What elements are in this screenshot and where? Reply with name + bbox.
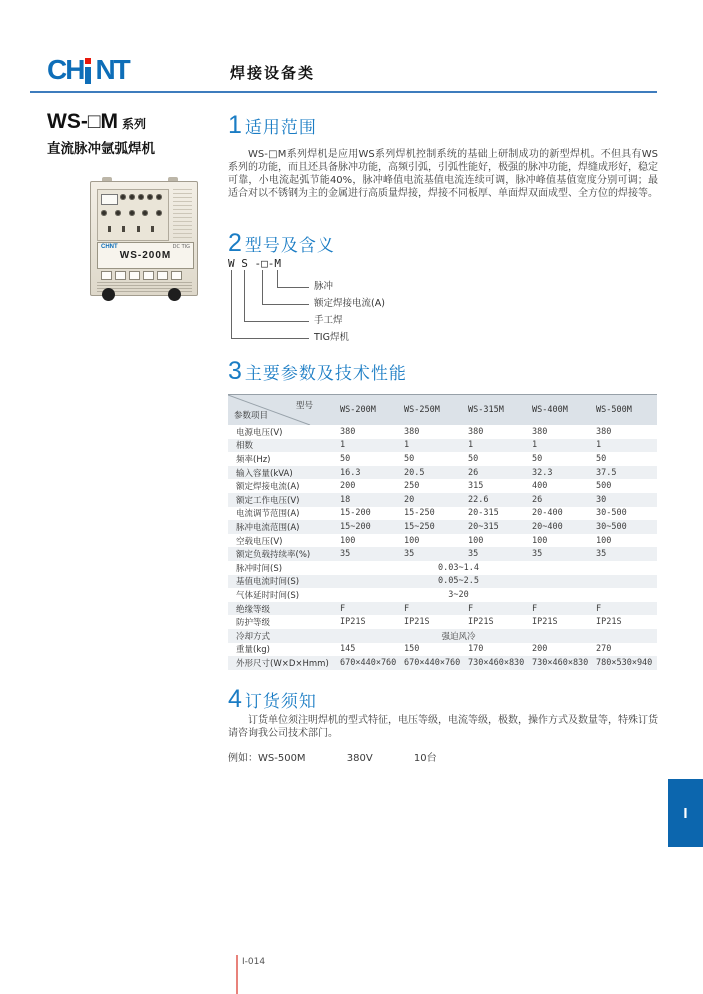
section-title: 主要参数及技术性能: [244, 364, 407, 384]
param-label-cell: 绝缘等级: [236, 604, 271, 615]
param-value-cell: 1: [340, 440, 346, 451]
param-value-cell: 200: [532, 644, 548, 655]
param-label-cell: 外形尺寸(W×D×Hmm): [236, 658, 329, 669]
example-voltage: 380V: [346, 753, 373, 764]
table-row: [228, 602, 657, 616]
param-value-cell: 250: [404, 481, 420, 492]
section-title: 型号及含义: [244, 236, 335, 256]
param-value-cell: 32.3: [532, 467, 553, 478]
param-value-cell: 500: [596, 481, 612, 492]
param-span-cell: 强迫风冷: [441, 631, 476, 642]
param-value-cell: 15~200: [340, 521, 371, 532]
knob-icon: [142, 210, 148, 216]
knob-icon: [156, 210, 162, 216]
param-value-cell: 50: [596, 453, 607, 464]
params-table: [228, 394, 657, 670]
table-row: [228, 534, 657, 548]
column-header: WS-315M: [465, 395, 529, 426]
table-row: [228, 615, 657, 629]
param-value-cell: 730×460×830: [468, 657, 525, 668]
param-value-cell: 1: [468, 440, 474, 451]
section-number: 2: [228, 229, 242, 257]
series-title: [47, 110, 146, 134]
knob-icon: [129, 210, 135, 216]
toggle-icon: [108, 226, 111, 232]
param-label-cell: 气体延时时间(S): [236, 590, 300, 601]
table-corner-cell: [228, 395, 337, 426]
section-1-heading: [228, 112, 317, 138]
knob-icon: [101, 210, 107, 216]
param-value-cell: 26: [468, 467, 479, 478]
param-value-cell: 50: [532, 453, 543, 464]
param-value-cell: 780×530×940: [596, 657, 653, 668]
param-value-cell: 20: [404, 494, 415, 505]
table-row: [228, 656, 657, 670]
param-value-cell: IP21S: [404, 617, 430, 628]
wheel-icon: [102, 288, 115, 301]
table-header-row: [228, 395, 657, 426]
model-meaning-label: 脉冲: [314, 281, 334, 292]
nameplate-type: DC TIG: [172, 244, 190, 250]
knob-icon: [129, 194, 135, 200]
model-meaning-label: 额定焊接电流(A): [314, 298, 385, 309]
param-value-cell: 1: [532, 440, 538, 451]
param-value-cell: 15~250: [404, 521, 435, 532]
section-3-heading: [228, 358, 407, 384]
column-header: WS-400M: [529, 395, 593, 426]
corner-label-param: 参数项目: [234, 411, 269, 421]
wheel-icon: [168, 288, 181, 301]
param-value-cell: IP21S: [340, 617, 366, 628]
footer-accent-line: [236, 955, 238, 994]
table-row: [228, 507, 657, 521]
param-span-cell: 3~20: [448, 589, 469, 600]
param-label-cell: 脉冲时间(S): [236, 563, 283, 574]
param-value-cell: 20~315: [468, 521, 499, 532]
column-header: WS-500M: [593, 395, 657, 426]
param-value-cell: 20-400: [532, 508, 563, 519]
logo-red-dot-icon: [85, 58, 91, 64]
toggle-icon: [151, 226, 154, 232]
param-value-cell: 315: [468, 481, 484, 492]
knob-icon: [120, 194, 126, 200]
corner-label-model: 型号: [295, 401, 313, 411]
model-meaning-label: TIG焊机: [314, 332, 349, 343]
column-header: WS-200M: [337, 395, 401, 426]
series-suffix: 系列: [122, 117, 147, 131]
param-value-cell: 35: [404, 549, 415, 560]
param-label-cell: 输入容量(kVA): [236, 468, 293, 479]
machine-body: [90, 181, 198, 296]
param-label-cell: 额定工作电压(V): [236, 495, 300, 506]
param-span-cell: 0.05~2.5: [438, 576, 479, 587]
param-label-cell: 相数: [236, 441, 254, 452]
param-value-cell: IP21S: [596, 617, 622, 628]
param-value-cell: 380: [468, 426, 484, 437]
param-value-cell: 18: [340, 494, 351, 505]
param-value-cell: 15-200: [340, 508, 371, 519]
column-header: WS-250M: [401, 395, 465, 426]
param-value-cell: 100: [404, 535, 420, 546]
param-value-cell: 20~400: [532, 521, 563, 532]
series-subtitle: 直流脉冲氩弧焊机: [47, 141, 155, 157]
product-photo: [88, 176, 204, 306]
param-label-cell: 电源电压(V): [236, 427, 283, 438]
table-row: [228, 547, 657, 561]
nameplate: [97, 242, 194, 269]
param-value-cell: 270: [596, 644, 612, 655]
param-value-cell: 35: [532, 549, 543, 560]
param-value-cell: 380: [404, 426, 420, 437]
param-value-cell: 1: [404, 440, 410, 451]
param-value-cell: F: [596, 603, 602, 614]
param-value-cell: 380: [596, 426, 612, 437]
param-value-cell: 30: [596, 494, 607, 505]
section-title: 适用范围: [244, 118, 317, 138]
param-value-cell: 35: [596, 549, 607, 560]
nameplate-brand: CHNT: [101, 244, 118, 250]
param-value-cell: 20-315: [468, 508, 499, 519]
section-number: 4: [228, 685, 242, 713]
model-meaning-label: 手工焊: [314, 315, 343, 326]
param-label-cell: 空载电压(V): [236, 536, 283, 547]
section-number: 1: [228, 111, 242, 139]
toggle-icon: [137, 226, 140, 232]
chint-logo: [47, 56, 129, 84]
param-value-cell: 35: [468, 549, 479, 560]
section-number: 3: [228, 357, 242, 385]
param-value-cell: 400: [532, 481, 548, 492]
param-value-cell: 26: [532, 494, 543, 505]
param-value-cell: 20.5: [404, 467, 425, 478]
param-value-cell: IP21S: [468, 617, 494, 628]
toggle-row: [108, 226, 154, 232]
param-value-cell: 100: [340, 535, 356, 546]
table-row: [228, 588, 657, 602]
logo-text-left: CH: [47, 54, 84, 85]
nameplate-model: WS-200M: [119, 250, 172, 261]
param-value-cell: 100: [532, 535, 548, 546]
param-value-cell: F: [532, 603, 538, 614]
param-value-cell: 50: [404, 453, 415, 464]
toggle-icon: [122, 226, 125, 232]
param-value-cell: 670×440×760: [340, 657, 397, 668]
param-value-cell: 100: [468, 535, 484, 546]
param-value-cell: 15-250: [404, 508, 435, 519]
nameplate-character-boxes: [101, 271, 182, 280]
param-label-cell: 频率(Hz): [236, 454, 271, 465]
param-value-cell: 100: [596, 535, 612, 546]
table-row: [228, 520, 657, 534]
knob-row: [101, 210, 162, 216]
header-divider: [30, 91, 657, 93]
param-value-cell: 730×460×830: [532, 657, 589, 668]
params-table-body: [228, 425, 657, 670]
series-name: WS-□M: [47, 110, 118, 133]
table-row: [228, 466, 657, 480]
ordering-note-text: 订货单位须注明焊机的型式特征，电压等级，电流等级，极数，操作方式及数量等，特殊订货请咨询我公司技术部门。: [228, 715, 658, 739]
table-row: [228, 439, 657, 453]
table-row: [228, 629, 657, 643]
param-span-cell: 0.03~1.4: [438, 562, 479, 573]
param-label-cell: 额定负载持续率(%): [236, 550, 311, 561]
table-row: [228, 452, 657, 466]
application-scope-text: WS-□M系列焊机是应用WS系列焊机控制系统的基础上研制成功的新型焊机。不但具有WS系列的功能，而且还具备脉冲功能，高频引弧，引弧性能好，极强的脉冲功能，焊缝成形好，稳定可靠，小电流起弧节能40%，脉冲峰值电流基值电流连续可调，脉冲峰值基值宽度分别可调；最适合对以不锈钢为主的金属进行高质量焊接，焊接不同板厚、单面焊双面成型、全方位的焊接等。: [228, 149, 658, 199]
knob-icon: [147, 194, 153, 200]
param-value-cell: 145: [340, 644, 356, 655]
knob-row: [120, 194, 162, 200]
param-value-cell: 50: [340, 453, 351, 464]
table-row: [228, 575, 657, 589]
table-row: [228, 425, 657, 439]
param-value-cell: 1: [596, 440, 602, 451]
param-value-cell: IP21S: [532, 617, 558, 628]
table-row: [228, 561, 657, 575]
connector-line: [231, 270, 309, 339]
section-2-heading: [228, 230, 335, 256]
model-meaning-diagram: [228, 257, 478, 349]
category-title: 焊接设备类: [230, 64, 316, 82]
param-label-cell: 防护等级: [236, 618, 271, 629]
param-value-cell: 30~500: [596, 521, 627, 532]
param-label-cell: 冷却方式: [236, 631, 271, 642]
logo-text-right: NT: [95, 54, 129, 85]
section-title: 订货须知: [244, 692, 317, 712]
param-value-cell: F: [340, 603, 346, 614]
chapter-index-tab: I: [668, 779, 703, 847]
param-value-cell: 50: [468, 453, 479, 464]
param-value-cell: 380: [532, 426, 548, 437]
param-value-cell: 670×440×760: [404, 657, 461, 668]
knob-icon: [115, 210, 121, 216]
param-label-cell: 额定焊接电流(A): [236, 482, 300, 493]
table-row: [228, 493, 657, 507]
knob-icon: [138, 194, 144, 200]
control-panel: [97, 189, 169, 241]
param-label-cell: 电流调节范围(A): [236, 509, 300, 520]
table-row: [228, 479, 657, 493]
param-value-cell: 30-500: [596, 508, 627, 519]
ordering-example: [228, 749, 437, 764]
param-label-cell: 重量(kg): [236, 645, 270, 656]
param-value-cell: 37.5: [596, 467, 617, 478]
param-label-cell: 脉冲电流范围(A): [236, 522, 300, 533]
param-value-cell: F: [404, 603, 410, 614]
model-code: W S -□-M: [228, 257, 281, 270]
knob-icon: [156, 194, 162, 200]
param-value-cell: 170: [468, 644, 484, 655]
table-row: [228, 643, 657, 657]
param-label-cell: 基值电流时间(S): [236, 577, 300, 588]
logo-i-mark: [85, 56, 93, 84]
meter-icon: [101, 194, 118, 205]
param-value-cell: 35: [340, 549, 351, 560]
param-value-cell: 150: [404, 644, 420, 655]
page-number: I-014: [242, 957, 266, 967]
param-value-cell: 22.6: [468, 494, 489, 505]
param-value-cell: 16.3: [340, 467, 361, 478]
param-value-cell: 200: [340, 481, 356, 492]
section-4-heading: [228, 686, 317, 712]
param-value-cell: F: [468, 603, 474, 614]
side-vent: [173, 189, 192, 239]
param-value-cell: 380: [340, 426, 356, 437]
logo-i-stem: [85, 67, 91, 84]
example-model: 例如：WS-500M: [228, 753, 306, 764]
example-quantity: 10台: [413, 753, 437, 764]
